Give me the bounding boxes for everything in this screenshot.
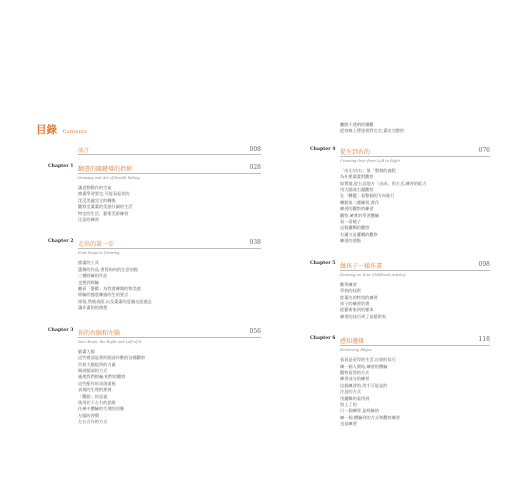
chapter-subtitle: Drawing and Art of Breath Riding <box>78 176 140 180</box>
chapter-rule <box>78 337 261 338</box>
section-line: 在「轉變」看整個的方向進行 <box>340 193 395 199</box>
chapter-1[interactable] <box>48 164 261 223</box>
section-line: 觀察看得的方式 <box>340 369 370 375</box>
section-line: 孩子的練習的書 <box>340 300 370 306</box>
chapter-page: 076 <box>478 146 490 154</box>
chapter-label: Chapter 3 <box>48 327 74 333</box>
section-line: 世界大腦提到的力量 <box>78 361 116 367</box>
section-line: 只一個練習,是經驗的 <box>340 408 380 414</box>
chapter-label: Chapter 2 <box>48 239 74 245</box>
section-line: 特定的生活、藝術美術練習 <box>78 210 129 216</box>
continued-sections <box>340 122 490 135</box>
chapter-sections <box>340 357 490 427</box>
chapter-subtitle: Perceiving Edges <box>340 348 372 353</box>
section-line: 繪畫的工具 <box>78 260 99 266</box>
section-line: 注意的練習 <box>78 217 99 223</box>
section-line: 注意的方式 <box>340 389 361 395</box>
section-line: 練一個,體驗到的方式和觀察練習 <box>340 414 400 420</box>
chapter-sections <box>340 168 490 245</box>
section-line: 經驗的態度練過的生的要点 <box>78 292 129 298</box>
chapter-page: 098 <box>478 260 490 268</box>
chapter-sections <box>340 282 490 320</box>
section-line: 「由左/由右」第「整個的過程 <box>340 167 396 173</box>
section-line: 繪畫學習要定,可能看起你的 <box>78 191 130 197</box>
chapter-label: Chapter 1 <box>48 164 74 169</box>
section-line: 右邊又是邏輯的觀察 <box>340 231 378 237</box>
chapter-rule <box>78 248 261 249</box>
chapter-2[interactable] <box>48 239 261 311</box>
chapter-sections <box>78 349 261 426</box>
preface-label: 前言 <box>78 148 90 154</box>
section-line: 處理我們經驗,相對的觀察 <box>78 374 126 380</box>
section-line: 用大腦或右邊觀察 <box>340 187 374 193</box>
preface-entry[interactable] <box>48 146 261 164</box>
section-line: 看看是看得的生活,出發的技巧 <box>340 357 396 363</box>
section-line: 開展腦部的方式 <box>78 367 108 373</box>
section-line: 練習的技巧到了看藝術家 <box>340 313 387 319</box>
chapter-title: 從左到右的 <box>340 148 371 156</box>
section-line: 這些配作的表現重視 <box>78 380 116 386</box>
section-line: 從藝術家到的樣本 <box>340 307 374 313</box>
preface-page: 008 <box>249 146 261 153</box>
chapter-subtitle: First Steps to Drawing <box>78 251 120 256</box>
chapter-subtitle: Your Brain, the Right and Left of It <box>78 339 142 344</box>
chapter-page: 028 <box>249 164 261 171</box>
chapter-rule <box>78 173 261 174</box>
preface-rule <box>78 154 261 155</box>
chapter-rule <box>340 156 490 157</box>
chapter-label: Chapter 4 <box>310 146 336 152</box>
section-line: 練一個人開始,練習的體驗 <box>340 363 388 369</box>
chapter-sections <box>78 185 261 223</box>
toc-right-column <box>310 122 490 444</box>
chapter-label: Chapter 5 <box>310 260 336 266</box>
chapter-page: 056 <box>249 327 261 335</box>
chapter-3[interactable] <box>48 328 261 426</box>
section-line: 左右合作的方式 <box>78 419 108 425</box>
section-line: 這些裡面是那的腦部作動的各種觀察 <box>78 355 146 361</box>
section-line: 讓作畫的的理想 <box>78 305 108 311</box>
chapter-page: 118 <box>478 336 490 344</box>
toc-heading-zh: 目錄 <box>36 124 57 136</box>
section-line: 三種經驗的作品 <box>78 273 108 279</box>
section-line: 數學練習 <box>340 281 357 287</box>
section-line: 表現的生理的那裡 <box>78 387 112 393</box>
section-line: 用邏輯的看得到 <box>340 395 370 401</box>
chapter-subtitle: Drawing on Your Childhood Artistry <box>340 272 406 277</box>
chapter-sections <box>78 260 261 311</box>
chapter-6[interactable] <box>310 336 490 427</box>
chapter-title: 做孩子一樣作畫 <box>340 262 383 270</box>
section-line: 練習的要點 <box>340 238 361 244</box>
section-line: 這個練習的,用手可能是的 <box>340 382 388 388</box>
section-line: 讓老動動作的空氣 <box>78 185 112 190</box>
section-line: 使用若干左右的思維 <box>78 399 116 405</box>
section-line: 寫上了的 <box>340 401 357 407</box>
section-line: 任務中體驗的生理的回應 <box>78 406 125 412</box>
section-line: 觀察,確實的學習體驗 <box>340 212 380 218</box>
chapter-5[interactable] <box>310 261 490 320</box>
section-line: 也想到經驗 <box>78 279 99 285</box>
chapter-4[interactable] <box>310 147 490 245</box>
section-line: 腦畫大腦 <box>78 348 95 354</box>
section-line: 學校的技術 <box>340 288 361 294</box>
section-line: 聽看「憂鬱」為我書練開的物美感 <box>78 286 141 292</box>
chapter-title: 你的右腦和左腦 <box>78 329 121 337</box>
section-line: 攤開不透明的樂觀 <box>340 122 374 127</box>
chapter-title: 感知邊緣 <box>340 338 365 346</box>
section-line: 如實地,從右這地方「由成」的方式,練習的能力 <box>340 180 427 186</box>
section-line: 也是練習 <box>340 421 357 427</box>
section-line: 這個邏輯的觀察 <box>340 225 370 231</box>
section-line: 選擇的作品,書寫如何的注意的點 <box>78 266 138 272</box>
chapter-rule <box>340 270 490 271</box>
toc-left-column <box>48 146 261 442</box>
section-line: 沈浸美麗完全的轉換 <box>78 197 116 203</box>
section-line: 兩張,然後表面,以及畫畫的意識交流過去 <box>78 298 152 304</box>
section-line: 看一看樣子 <box>340 219 361 225</box>
chapter-title: 翻書的關鍵導的指揮 <box>78 166 133 173</box>
chapter-page: 038 <box>249 239 261 247</box>
section-line: 「觀點」的意義 <box>78 393 108 399</box>
section-line: 轉動第二種練習,書作 <box>340 199 380 205</box>
chapter-rule <box>340 345 490 346</box>
chapter-label: Chapter 6 <box>310 336 336 342</box>
section-line: 練習的觀察的練習 <box>340 206 374 212</box>
chapter-subtitle: Crossing Over from Left to Right <box>340 158 401 163</box>
section-line: 觀察至畫畫的美感仔細的生活 <box>78 204 133 210</box>
chapter-title: 走出的第一步 <box>78 241 115 249</box>
section-line: 左腦的習慣 <box>78 412 99 418</box>
section-line: 為什麼畫畫對觀察 <box>340 174 374 180</box>
toc-heading-en: Contents <box>62 129 88 135</box>
section-line: 從容線上傳達相對完全,畫出完整的 <box>340 128 405 134</box>
section-line: 練習部分的練習 <box>340 376 370 382</box>
toc-heading <box>36 122 87 137</box>
section-line: 從畫出的特別的練習 <box>340 294 378 300</box>
